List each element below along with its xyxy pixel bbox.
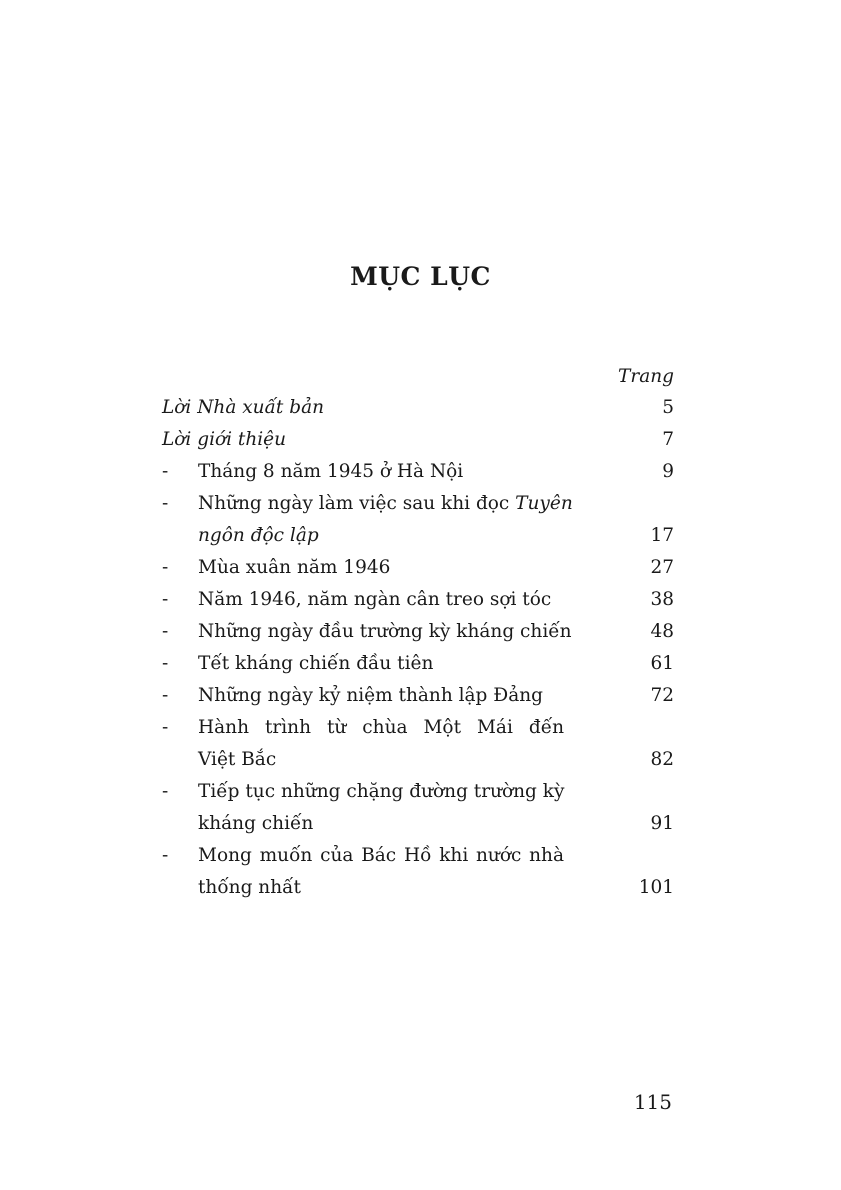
toc-entry-title-line2: kháng chiến bbox=[198, 813, 314, 834]
list-dash: - bbox=[162, 589, 169, 610]
page-title: MỤC LỤC bbox=[350, 262, 491, 291]
toc-entry-title: Tết kháng chiến đầu tiên bbox=[198, 653, 434, 674]
toc-entry[interactable] bbox=[162, 680, 674, 712]
list-dash: - bbox=[162, 653, 169, 674]
toc-entry[interactable] bbox=[162, 712, 674, 744]
list-dash: - bbox=[162, 717, 169, 738]
toc-entry[interactable] bbox=[162, 488, 674, 520]
toc-entry-title-text: Những ngày làm việc sau khi đọc bbox=[198, 493, 516, 514]
page-number: 115 bbox=[633, 1090, 672, 1114]
toc-entry-title: Mùa xuân năm 1946 bbox=[198, 557, 391, 578]
toc-entry-page: 72 bbox=[650, 685, 674, 706]
toc-entry[interactable] bbox=[162, 776, 674, 808]
toc-entry[interactable] bbox=[162, 840, 674, 872]
toc-entry-title: Những ngày đầu trường kỳ kháng chiến bbox=[198, 621, 572, 642]
toc-entry-title: Những ngày kỷ niệm thành lập Đảng bbox=[198, 685, 543, 706]
toc-entry[interactable] bbox=[162, 424, 674, 456]
toc-entry-page: 7 bbox=[662, 429, 674, 450]
list-dash: - bbox=[162, 557, 169, 578]
table-of-contents bbox=[162, 362, 674, 904]
list-dash: - bbox=[162, 845, 169, 866]
toc-entry-title-line2: ngôn độc lập bbox=[198, 525, 319, 546]
list-dash: - bbox=[162, 461, 169, 482]
toc-entry-title: Năm 1946, năm ngàn cân treo sợi tóc bbox=[198, 589, 552, 610]
toc-entry-title: Lời Nhà xuất bản bbox=[162, 397, 325, 418]
toc-entry-page: 101 bbox=[638, 877, 674, 898]
toc-entry-continuation[interactable] bbox=[162, 744, 674, 776]
toc-entry[interactable] bbox=[162, 616, 674, 648]
toc-entry-page: 82 bbox=[650, 749, 674, 770]
toc-entry-title-line1: Mong muốn của Bác Hồ khi nước nhà bbox=[198, 845, 564, 866]
toc-entry-page: 38 bbox=[650, 589, 674, 610]
list-dash: - bbox=[162, 493, 169, 514]
toc-entry-title: Lời giới thiệu bbox=[162, 429, 287, 450]
list-dash: - bbox=[162, 781, 169, 802]
toc-entry[interactable] bbox=[162, 392, 674, 424]
toc-entry-page: 17 bbox=[650, 525, 674, 546]
toc-entry-page: 9 bbox=[662, 461, 674, 482]
toc-entry-title-italic: Tuyên bbox=[515, 493, 573, 514]
toc-entry-title-line1: Tiếp tục những chặng đường trường kỳ bbox=[198, 781, 565, 802]
toc-entry-title-line2: thống nhất bbox=[198, 877, 301, 898]
toc-entry-page: 91 bbox=[650, 813, 674, 834]
toc-entry[interactable] bbox=[162, 456, 674, 488]
toc-entry-page: 61 bbox=[650, 653, 674, 674]
toc-header-row bbox=[162, 362, 674, 392]
toc-entry-title-line2: Việt Bắc bbox=[198, 749, 277, 770]
page-column-header: Trang bbox=[618, 366, 674, 387]
toc-entry-page: 48 bbox=[650, 621, 674, 642]
toc-entry-title-line1: Hành trình từ chùa Một Mái đến bbox=[198, 717, 564, 738]
list-dash: - bbox=[162, 621, 169, 642]
toc-entry-continuation[interactable] bbox=[162, 872, 674, 904]
toc-entry-title-line1 bbox=[198, 488, 573, 520]
list-dash: - bbox=[162, 685, 169, 706]
toc-entry[interactable] bbox=[162, 648, 674, 680]
toc-entry-continuation[interactable] bbox=[162, 520, 674, 552]
toc-entry-title: Tháng 8 năm 1945 ở Hà Nội bbox=[198, 461, 464, 482]
toc-entry[interactable] bbox=[162, 584, 674, 616]
toc-entry-page: 5 bbox=[662, 397, 674, 418]
toc-entry-continuation[interactable] bbox=[162, 808, 674, 840]
toc-entry[interactable] bbox=[162, 552, 674, 584]
toc-entry-page: 27 bbox=[650, 557, 674, 578]
